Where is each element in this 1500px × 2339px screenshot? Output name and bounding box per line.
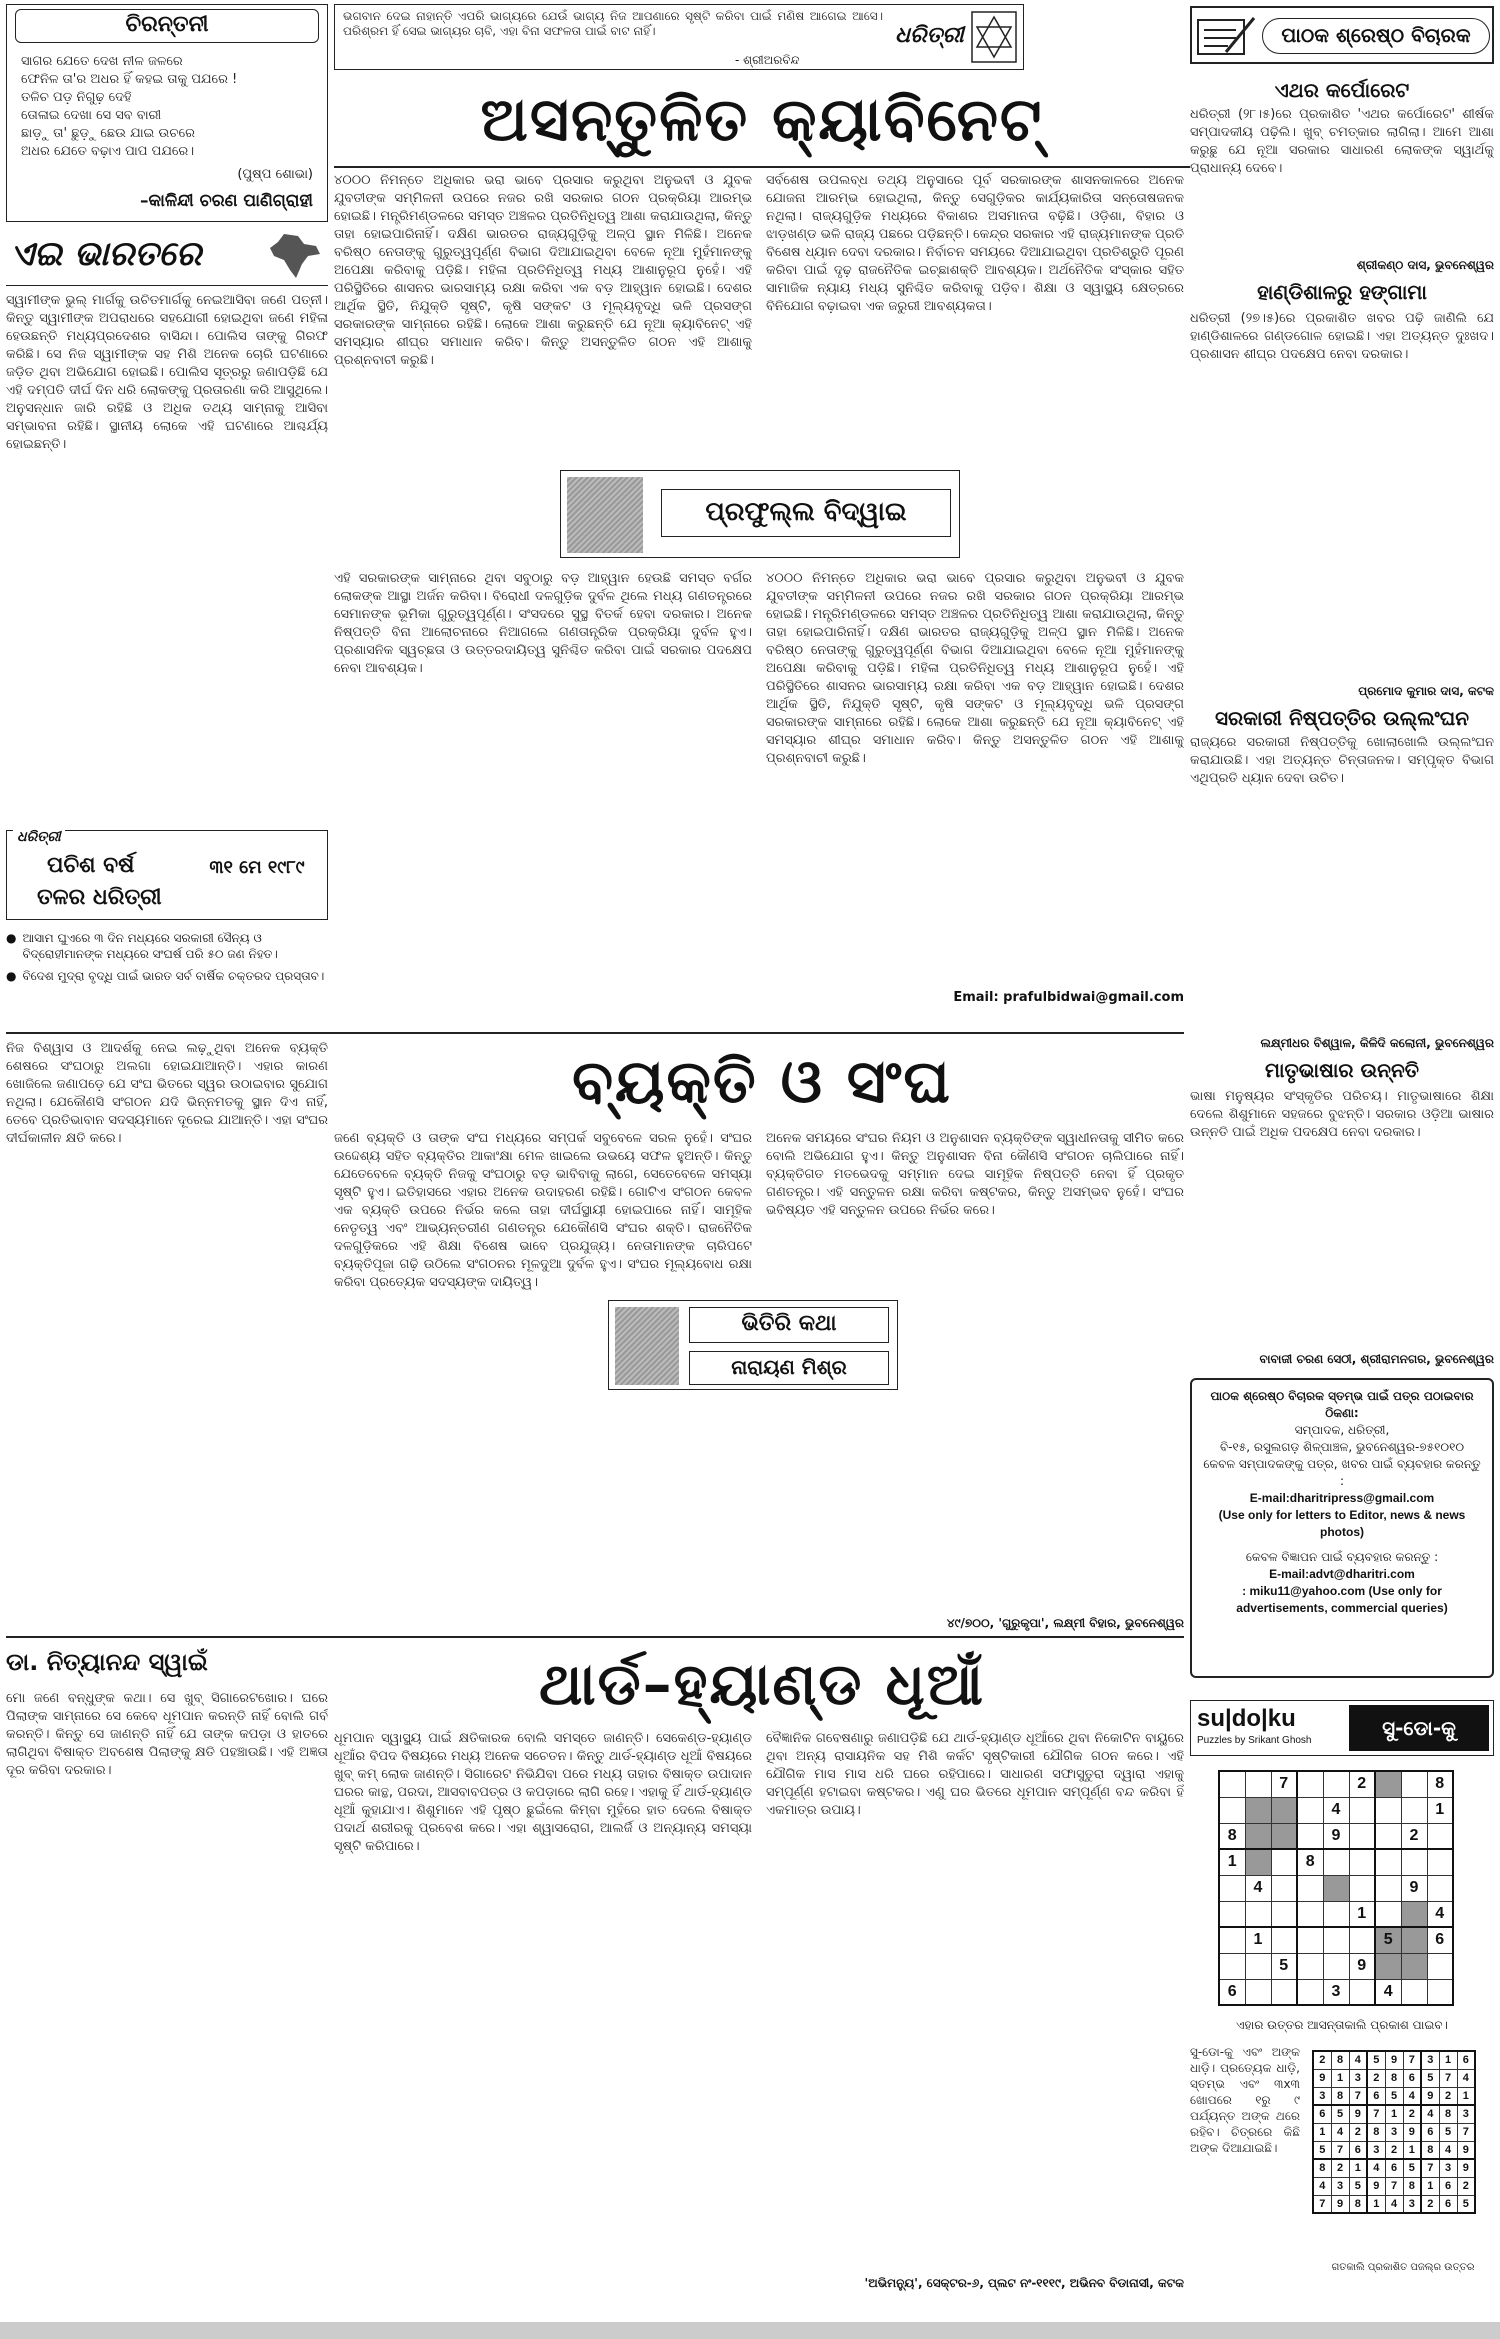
sudoku-cell[interactable]: 4	[1323, 1797, 1349, 1823]
letter-4-text: ଭାଷା ମନୁଷ୍ୟର ସଂସ୍କୃତିର ପରିଚୟ। ମାତୃଭାଷାରେ ଶିକ୍ଷା ଦେଲେ ଶିଶୁମାନେ ସହଜରେ ବୁଝନ୍ତି। ସରକାର ଓଡ଼ିଆ ଭାଷାର ଉନ୍ନତି ପାଇଁ ଅଧିକ ପଦକ୍ଷେପ ନେବା ଦରକାର।	[1190, 1089, 1494, 1140]
sudoku-cell[interactable]: 5	[1375, 1927, 1401, 1953]
sudoku-solution-cell: 6	[1457, 2051, 1475, 2069]
poem-author: –କାଳିନ୍ଦୀ ଚରଣ ପାଣିଗ୍ରାହୀ	[139, 191, 313, 211]
editorial-3-headline: ଥାର୍ଡ–ହ୍ୟାଣ୍ଡ ଧୂଆଁ	[539, 1650, 985, 1718]
sudoku-cell[interactable]	[1375, 1823, 1401, 1849]
editorial-1-col-2b: ୪୦୦୦ ନିମନ୍ତେ ଅଧିକାର ଭରା ଭାବେ ପ୍ରସାର କରୁଥିବା ଅନୁଭବୀ ଓ ଯୁବକ ଯୁବତୀଙ୍କ ସମ୍ମିଳନୀ ଉପରେ ନଜର ରଖି ସରକାର ଗଠନ ପ୍ରକ୍ରିୟା ଆରମ୍ଭ ହୋଇଛି। ମନ୍ତ୍ରିମଣ୍ଡଳରେ ସମସ୍ତ ଅଞ୍ଚଳର ପ୍ରତିନିଧିତ୍ୱ ଆଶା କରାଯାଉଥିଲା, କିନ୍ତୁ ତାହା ହୋଇପାରିନାହିଁ। ଦକ୍ଷିଣ ଭାରତର ରାଜ୍ୟଗୁଡ଼ିକୁ ଅଳ୍ପ ସ୍ଥାନ ମିଳିଛି। ଅନେକ ବରିଷ୍ଠ ନେତାଙ୍କୁ ଗୁରୁତ୍ୱପୂର୍ଣ୍ଣ ବିଭାଗ ଦିଆଯାଇଥିବା ବେଳେ ନୂଆ ମୁହଁମାନଙ୍କୁ ଅପେକ୍ଷା କରିବାକୁ ପଡ଼ିଛି। ମହିଳା ପ୍ରତିନିଧିତ୍ୱ ମଧ୍ୟ ଆଶାନୁରୂପ ନୁହେଁ। ଏହି ପରିସ୍ଥିତିରେ ଶାସନର ଭାରସାମ୍ୟ ରକ୍ଷା କରିବା ଏକ ବଡ଼ ଆହ୍ୱାନ ହୋଇଛି। ଦେଶର ଆର୍ଥିକ ସ୍ଥିତି, ନିଯୁକ୍ତି ସୃଷ୍ଟି, କୃଷି ସଙ୍କଟ ଓ ମୂଲ୍ୟବୃଦ୍ଧି ଭଳି ପ୍ରସଙ୍ଗ ସରକାରଙ୍କ ସାମ୍ନାରେ ରହିଛି। ଲୋକେ ଆଶା କରୁଛନ୍ତି ଯେ ନୂଆ କ୍ୟାବିନେଟ୍ ଏହି ସମସ୍ୟାର ଶୀଘ୍ର ସମାଧାନ କରିବ। କିନ୍ତୁ ଅସନ୍ତୁଳିତ ଗଠନ ଏହି ଆଶାକୁ ପ୍ରଶ୍ନବାଚୀ କରୁଛି।	[766, 571, 1184, 766]
sudoku-cell[interactable]	[1297, 1979, 1323, 2005]
sudoku-cell[interactable]: 9	[1401, 1875, 1427, 1901]
poem-line: ତୋଳାଇ ଦେଖା ସେ ସବ ବାରୀ	[21, 108, 162, 123]
sudoku-solution-cell: 5	[1385, 2087, 1403, 2105]
sudoku-solution-cell: 8	[1349, 2195, 1367, 2213]
letters-address-box	[1190, 1378, 1494, 1678]
sudoku-cell[interactable]	[1375, 1953, 1401, 1979]
sudoku-solution-cell: 8	[1403, 2177, 1421, 2195]
sudoku-solution-wrap	[1312, 2050, 1476, 2214]
sudoku-solution-cell: 3	[1367, 2141, 1385, 2159]
letter-1-text: ଧରିତ୍ରୀ (୨୮।୫)ରେ ପ୍ରକାଶିତ 'ଏଥର କର୍ପୋରେଟ' ଶୀର୍ଷକ ସମ୍ପାଦକୀୟ ପଢ଼ିଲି। ଖୁବ୍ ଚମତ୍କାର ଲାଗିଲା। ଆମେ ଆଶା କରୁଛୁ ଯେ ନୂଆ ସରକାର ସାଧାରଣ ଲୋକଙ୍କ ସ୍ୱାର୍ଥକୁ ପ୍ରାଧାନ୍ୟ ଦେବେ।	[1190, 107, 1494, 176]
sudoku-cell[interactable]	[1245, 1797, 1271, 1823]
editorial-3-col-1: ଧୂମପାନ ସ୍ୱାସ୍ଥ୍ୟ ପାଇଁ କ୍ଷତିକାରକ ବୋଲି ସମସ୍ତେ ଜାଣନ୍ତି। ସେକେଣ୍ଡ-ହ୍ୟାଣ୍ଡ ଧୂଆଁର ବିପଦ ବିଷୟରେ ମଧ୍ୟ ଅନେକ ସଚେତନ। କିନ୍ତୁ ଥାର୍ଡ-ହ୍ୟାଣ୍ଡ ଧୂଆଁ ବିଷୟରେ ଖୁବ୍ କମ୍ ଲୋକ ଜାଣନ୍ତି। ସିଗାରେଟ ନିଭିଯିବା ପରେ ମଧ୍ୟ ତାହାର ବିଷାକ୍ତ ଉପାଦାନ ଘରର କାନ୍ଥ, ପରଦା, ଆସବାବପତ୍ର ଓ କପଡ଼ାରେ ଲାଗି ରହେ। ଏହାକୁ ହିଁ ଥାର୍ଡ-ହ୍ୟାଣ୍ଡ ଧୂଆଁ କୁହାଯାଏ। ଶିଶୁମାନେ ଏହି ପୃଷ୍ଠ ଛୁଇଁଲେ କିମ୍ବା ମୁହଁରେ ହାତ ଦେଲେ ବିଷାକ୍ତ ପଦାର୍ଥ ଶରୀରକୁ ପ୍ରବେଶ କରେ। ଏହା ଶ୍ୱାସରୋଗ, ଆଲର୍ଜି ଓ ଅନ୍ୟାନ୍ୟ ସମସ୍ୟା ସୃଷ୍ଟି କରିପାରେ।	[334, 1731, 752, 1854]
poem-line: ଅଧର ଯେତେ ବଢ଼ାଏ ପାପ ପଯରେ।	[21, 144, 195, 159]
sudoku-cell[interactable]	[1297, 1771, 1323, 1797]
sudoku-solution-cell: 3	[1349, 2069, 1367, 2087]
sudoku-solution-cell: 5	[1421, 2069, 1439, 2087]
editorial-2-headline: ବ୍ୟକ୍ତି ଓ ସଂଘ	[572, 1047, 952, 1117]
sudoku-cell[interactable]: 8	[1427, 1771, 1453, 1797]
sudoku-cell[interactable]	[1401, 1901, 1427, 1927]
india-section-text: ସ୍ୱାମୀଙ୍କ ଭୁଲ୍ ମାର୍ଗକୁ ଉଚିତମାର୍ଗକୁ ନେଇଆସିବା ଜଣେ ପତ୍ନୀ। କିନ୍ତୁ ସ୍ୱାମୀଙ୍କ ଅପରାଧରେ ସହଯୋଗୀ ହୋଇଥିବା ଜଣେ ମହିଳା ହେଉଛନ୍ତି ମଧ୍ୟପ୍ରଦେଶର ବାସିନ୍ଦା। ପୋଲିସ ତାଙ୍କୁ ଗିରଫ କରିଛି। ସେ ନିଜ ସ୍ୱାମୀଙ୍କ ସହ ମିଶି ଅନେକ ଚୋରି ଘଟଣାରେ ଜଡ଼ିତ ଥିବା ଅଭିଯୋଗ ହୋଇଛି। ପୋଲିସ ସୂତ୍ରରୁ ଜଣାପଡ଼ିଛି ଯେ ଏହି ଦମ୍ପତି ଦୀର୍ଘ ଦିନ ଧରି ଲୋକଙ୍କୁ ପ୍ରତାରଣା କରି ଆସୁଥିଲେ। ଅନୁସନ୍ଧାନ ଜାରି ରହିଛି ଓ ଅଧିକ ତଥ୍ୟ ସାମ୍ନାକୁ ଆସିବା ସମ୍ଭାବନା ରହିଛି। ସ୍ଥାନୀୟ ଲୋକେ ଏହି ଘଟଣାରେ ଆଶ୍ଚର୍ଯ୍ୟ ହୋଇଛନ୍ତି।	[6, 293, 328, 452]
quote-box	[334, 4, 1024, 70]
sudoku-solution-cell: 4	[1385, 2195, 1403, 2213]
sudoku-solution-cell: 2	[1385, 2141, 1403, 2159]
sudoku-solution-cell: 7	[1385, 2177, 1403, 2195]
sudoku-solution-cell: 7	[1457, 2123, 1475, 2141]
sudoku-cell[interactable]	[1271, 1979, 1297, 2005]
sudoku-cell[interactable]	[1323, 1771, 1349, 1797]
sudoku-solution-cell: 6	[1439, 2177, 1457, 2195]
letter-1-author: ଶ୍ରୀକଣ୍ଠ ଦାସ, ଭୁବନେଶ୍ୱର	[1356, 258, 1494, 272]
sudoku-cell[interactable]	[1375, 1849, 1401, 1875]
poem-line: ଫେନିଳ ତା'ର ଅଧର ହିଁ କହଇ ତାକୁ ପଯରେ !	[21, 72, 238, 87]
author-photo	[615, 1307, 679, 1385]
sudoku-cell[interactable]	[1219, 1797, 1245, 1823]
poem-lines	[21, 53, 321, 161]
sudoku-cell[interactable]	[1245, 1901, 1271, 1927]
sudoku-solution-cell: 9	[1349, 2105, 1367, 2123]
sudoku-cell[interactable]	[1349, 1875, 1375, 1901]
address-line: ବି-୧୫, ରସୁଲଗଡ଼ ଶିଳ୍ପାଞ୍ଚଳ, ଭୁବନେଶ୍ୱର-୭୫୧୦୧୦	[1219, 1440, 1465, 1454]
sudoku-solution-cell: 5	[1349, 2177, 1367, 2195]
sudoku-solution-cell: 6	[1439, 2195, 1457, 2213]
editorial-2-left-text: ନିଜ ବିଶ୍ୱାସ ଓ ଆଦର୍ଶକୁ ନେଇ ଲଢ଼ୁଥିବା ଅନେକ ବ୍ୟକ୍ତି ଶେଷରେ ସଂଘଠାରୁ ଅଲଗା ହୋଇଯାଆନ୍ତି। ଏହାର କାରଣ ଖୋଜିଲେ ଜଣାପଡ଼େ ଯେ ସଂଘ ଭିତରେ ସ୍ୱର ଉଠାଇବାର ସୁଯୋଗ ନଥିଲା। ଯେକୌଣସି ସଂଗଠନ ଯଦି ଭିନ୍ନମତକୁ ସ୍ଥାନ ଦିଏ ନାହିଁ, ତେବେ ପ୍ରତିଭାବାନ ସଦସ୍ୟମାନେ ଦୂରେଇ ଯାଆନ୍ତି। ଏହା ସଂଘର ଦୀର୍ଘକାଳୀନ କ୍ଷତି କରେ।	[6, 1041, 328, 1146]
sudoku-grid[interactable]	[1218, 1770, 1454, 2006]
sudoku-solution-cell: 6	[1403, 2069, 1421, 2087]
letters-banner	[1190, 6, 1494, 64]
sudoku-solution-cell: 7	[1403, 2051, 1421, 2069]
editorial-2-signoff: ୪୯/୭୦୦, 'ଗୁରୁକୃପା', ଲକ୍ଷ୍ମୀ ବିହାର, ଭୁବନେଶ୍ୱର	[946, 1616, 1184, 1630]
sudoku-cell[interactable]	[1427, 1979, 1453, 2005]
sudoku-cell[interactable]	[1297, 1927, 1323, 1953]
poem-line: ତଳିଚ ପଡ଼ ନିଗୁଢ଼ ଦେହି	[21, 90, 132, 105]
sudoku-brand: su|do|ku	[1197, 1705, 1296, 1732]
poem-source: (ପୁଷ୍ପ ଶୋଭା)	[237, 167, 313, 182]
sudoku-solution-cell: 4	[1331, 2123, 1349, 2141]
editor-email-note: (Use only for letters to Editor, news & news photos)	[1218, 1508, 1466, 1539]
sudoku-cell[interactable]: 4	[1375, 1979, 1401, 2005]
sudoku-solution-cell: 4	[1349, 2051, 1367, 2069]
ads-label: କେବଳ ବିଜ୍ଞାପନ ପାଇଁ ବ୍ୟବହାର କରନ୍ତୁ :	[1245, 1550, 1439, 1564]
sudoku-solution-cell: 2	[1439, 2087, 1457, 2105]
editorial-1-col-1: ୪୦୦୦ ନିମନ୍ତେ ଅଧିକାର ଭରା ଭାବେ ପ୍ରସାର କରୁଥିବା ଅନୁଭବୀ ଓ ଯୁବକ ଯୁବତୀଙ୍କ ସମ୍ମିଳନୀ ଉପରେ ନଜର ରଖି ସରକାର ଗଠନ ପ୍ରକ୍ରିୟା ଆରମ୍ଭ ହୋଇଛି। ମନ୍ତ୍ରିମଣ୍ଡଳରେ ସମସ୍ତ ଅଞ୍ଚଳର ପ୍ରତିନିଧିତ୍ୱ ଆଶା କରାଯାଉଥିଲା, କିନ୍ତୁ ତାହା ହୋଇପାରିନାହିଁ। ଦକ୍ଷିଣ ଭାରତର ରାଜ୍ୟଗୁଡ଼ିକୁ ଅଳ୍ପ ସ୍ଥାନ ମିଳିଛି। ଅନେକ ବରିଷ୍ଠ ନେତାଙ୍କୁ ଗୁରୁତ୍ୱପୂର୍ଣ୍ଣ ବିଭାଗ ଦିଆଯାଇଥିବା ବେଳେ ନୂଆ ମୁହଁମାନଙ୍କୁ ଅପେକ୍ଷା କରିବାକୁ ପଡ଼ିଛି। ମହିଳା ପ୍ରତିନିଧିତ୍ୱ ମଧ୍ୟ ଆଶାନୁରୂପ ନୁହେଁ। ଏହି ପରିସ୍ଥିତିରେ ଶାସନର ଭାରସାମ୍ୟ ରକ୍ଷା କରିବା ଏକ ବଡ଼ ଆହ୍ୱାନ ହୋଇଛି। ଦେଶର ଆର୍ଥିକ ସ୍ଥିତି, ନିଯୁକ୍ତି ସୃଷ୍ଟି, କୃଷି ସଙ୍କଟ ଓ ମୂଲ୍ୟବୃଦ୍ଧି ଭଳି ପ୍ରସଙ୍ଗ ସରକାରଙ୍କ ସାମ୍ନାରେ ରହିଛି। ଲୋକେ ଆଶା କରୁଛନ୍ତି ଯେ ନୂଆ କ୍ୟାବିନେଟ୍ ଏହି ସମସ୍ୟାର ଶୀଘ୍ର ସମାଧାନ କରିବ। କିନ୍ତୁ ଅସନ୍ତୁଳିତ ଗଠନ ଏହି ଆଶାକୁ ପ୍ରଶ୍ନବାଚୀ କରୁଛି।	[334, 173, 752, 368]
address-title: ପାଠକ ଶ୍ରେଷ୍ଠ ବିଚାରକ ସ୍ତମ୍ଭ ପାଇଁ ପତ୍ର ପଠାଇବାର ଠିକଣା:	[1210, 1389, 1474, 1420]
sudoku-solution-cell: 4	[1367, 2159, 1385, 2177]
sudoku-cell[interactable]	[1297, 1901, 1323, 1927]
sudoku-cell[interactable]: 8	[1297, 1849, 1323, 1875]
sudoku-solution-cell: 7	[1367, 2105, 1385, 2123]
pen-paper-icon	[1196, 14, 1258, 58]
letter-2-text: ଧରିତ୍ରୀ (୨୭।୫)ରେ ପ୍ରକାଶିତ ଖବର ପଢ଼ି ଜାଣିଲି ଯେ ହାଣ୍ଡିଶାଳରେ ଗଣ୍ଡଗୋଳ ହୋଇଛି। ଏହା ଅତ୍ୟନ୍ତ ଦୁଃଖଦ। ପ୍ରଶାସନ ଶୀଘ୍ର ପଦକ୍ଷେପ ନେବା ଦରକାର।	[1190, 311, 1494, 362]
letter-3-text: ରାଜ୍ୟରେ ସରକାରୀ ନିଷ୍ପତ୍ତିକୁ ଖୋଲାଖୋଲି ଉଲ୍ଲଂଘନ କରାଯାଉଛି। ଏହା ଅତ୍ୟନ୍ତ ଚିନ୍ତାଜନକ। ସମ୍ପୃକ୍ତ ବିଭାଗ ଏଥିପ୍ରତି ଧ୍ୟାନ ଦେବା ଉଚିତ।	[1190, 735, 1494, 786]
editorial-1-author-box	[560, 470, 960, 558]
sudoku-solution-cell: 1	[1349, 2159, 1367, 2177]
editorial-2-author: ନାରାୟଣ ମିଶ୍ର	[689, 1351, 889, 1385]
sudoku-cell[interactable]	[1297, 1823, 1323, 1849]
newspaper-logo: ଧରିତ୍ରୀ	[895, 23, 964, 48]
sudoku-solution-cell: 5	[1457, 2195, 1475, 2213]
archive-date: ୩୧ ମେ ୧୯୮୯	[209, 857, 305, 878]
sudoku-solution-cell: 8	[1439, 2105, 1457, 2123]
sudoku-solution-cell: 9	[1385, 2051, 1403, 2069]
archive-caption: ତଳର ଧରିତ୍ରୀ	[37, 885, 162, 910]
sudoku-cell[interactable]	[1219, 1927, 1245, 1953]
sudoku-cell[interactable]: 3	[1323, 1979, 1349, 2005]
sudoku-cell[interactable]	[1401, 1927, 1427, 1953]
archive-years: ପଚିଶ ବର୍ଷ	[47, 853, 135, 878]
editorial-2-box-title: ଭିତିରି କଥା	[689, 1307, 889, 1343]
sudoku-cell[interactable]	[1375, 1901, 1401, 1927]
sudoku-cell[interactable]	[1349, 1849, 1375, 1875]
sudoku-solution-cell: 7	[1421, 2159, 1439, 2177]
sudoku-cell[interactable]	[1427, 1849, 1453, 1875]
sudoku-cell[interactable]	[1427, 1823, 1453, 1849]
sudoku-cell[interactable]	[1401, 1953, 1427, 1979]
sudoku-cell[interactable]	[1219, 1771, 1245, 1797]
sudoku-cell[interactable]	[1349, 1797, 1375, 1823]
archive-bullet: ● ବିଦେଶ ମୁଦ୍ରା ବୃଦ୍ଧି ପାଇଁ ଭାରତ ସର୍ବ ବାର୍ଷିକ ଚକ୍ତରଦ ପ୍ରସ୍ତାବ।	[6, 969, 325, 983]
editorial-1-col-1b: ଏହି ସରକାରଙ୍କ ସାମ୍ନାରେ ଥିବା ସବୁଠାରୁ ବଡ଼ ଆହ୍ୱାନ ହେଉଛି ସମସ୍ତ ବର୍ଗର ଲୋକଙ୍କ ଆସ୍ଥା ଅର୍ଜନ କରିବା। ବିରୋଧୀ ଦଳଗୁଡ଼ିକ ଦୁର୍ବଳ ଥିଲେ ମଧ୍ୟ ଗଣତନ୍ତ୍ରରେ ସେମାନଙ୍କ ଭୂମିକା ଗୁରୁତ୍ୱପୂର୍ଣ୍ଣ। ସଂସଦରେ ସୁସ୍ଥ ବିତର୍କ ହେବା ଦରକାର। ଅନେକ ନିଷ୍ପତ୍ତି ବିନା ଆଲୋଚନାରେ ନିଆଗଲେ ଗଣତାନ୍ତ୍ରିକ ପ୍ରକ୍ରିୟା ଦୁର୍ବଳ ହୁଏ। ପ୍ରଶାସନିକ ସ୍ୱଚ୍ଛତା ଓ ଉତ୍ତରଦାୟିତ୍ୱ ସୁନିଶ୍ଚିତ କରିବା ପାଇଁ ସରକାର ପଦକ୍ଷେପ ନେବା ଆବଶ୍ୟକ।	[334, 571, 752, 676]
sudoku-solution-cell: 2	[1349, 2123, 1367, 2141]
sudoku-solution-cell: 4	[1439, 2141, 1457, 2159]
sudoku-solution-cell: 9	[1331, 2195, 1349, 2213]
editorial-2-col-1: ଜଣେ ବ୍ୟକ୍ତି ଓ ତାଙ୍କ ସଂଘ ମଧ୍ୟରେ ସମ୍ପର୍କ ସବୁବେଳେ ସରଳ ନୁହେଁ। ସଂଘର ଉଦ୍ଦେଶ୍ୟ ସହିତ ବ୍ୟକ୍ତିର ଆକାଂକ୍ଷା ମେଳ ଖାଇଲେ ଉଭୟେ ସଫଳ ହୁଅନ୍ତି। କିନ୍ତୁ ଯେତେବେଳେ ବ୍ୟକ୍ତି ନିଜକୁ ସଂଘଠାରୁ ବଡ଼ ଭାବିବାକୁ ଲାଗେ, ସେତେବେଳେ ସମସ୍ୟା ସୃଷ୍ଟି ହୁଏ। ଇତିହାସରେ ଏହାର ଅନେକ ଉଦାହରଣ ରହିଛି। ଗୋଟିଏ ସଂଗଠନ କେବଳ ଏକ ବ୍ୟକ୍ତି ଉପରେ ନିର୍ଭର କଲେ ତାହା ଦୀର୍ଘସ୍ଥାୟୀ ହୋଇପାରେ ନାହିଁ। ସାମୂହିକ ନେତୃତ୍ୱ ଏବଂ ଆଭ୍ୟନ୍ତରୀଣ ଗଣତନ୍ତ୍ର ଯେକୌଣସି ସଂଘର ଶକ୍ତି। ରାଜନୈତିକ ଦଳଗୁଡ଼ିକରେ ଏହି ଶିକ୍ଷା ବିଶେଷ ଭାବେ ପ୍ରଯୁଜ୍ୟ। ନେତାମାନଙ୍କ ଚାରିପଟେ ବ୍ୟକ୍ତିପୂଜା ଗଢ଼ି ଉଠିଲେ ସଂଗଠନର ମୂଳଦୁଆ ଦୁର୍ବଳ ହୁଏ। ସଂଘର ମୂଲ୍ୟବୋଧ ରକ୍ଷା କରିବା ପ୍ରତ୍ୟେକ ସଦସ୍ୟଙ୍କ ଦାୟିତ୍ୱ।	[334, 1131, 752, 1290]
sudoku-solution-cell: 4	[1457, 2069, 1475, 2087]
sudoku-solution-cell: 8	[1331, 2087, 1349, 2105]
address-line: ସମ୍ପାଦକ, ଧରିତ୍ରୀ,	[1294, 1423, 1390, 1437]
sudoku-cell[interactable]: 1	[1349, 1901, 1375, 1927]
letter-1-title: ଏଥର କର୍ପୋରେଟ	[1274, 78, 1410, 102]
sudoku-solution-cell: 3	[1313, 2087, 1331, 2105]
editorial-3-left-title: ଡା. ନିତ୍ୟାନନ୍ଦ ସ୍ୱାଇଁ	[6, 1648, 208, 1676]
sudoku-cell[interactable]: 1	[1245, 1927, 1271, 1953]
sudoku-cell[interactable]	[1271, 1849, 1297, 1875]
sudoku-solution-cell: 1	[1331, 2069, 1349, 2087]
sudoku-solution-cell: 3	[1385, 2123, 1403, 2141]
archive-bullet: ● ଆସାମ ଘୁଏରେ ୩ ଦିନ ମଧ୍ୟରେ ସରକାରୀ ସୈନ୍ୟ ଓ ବିଦ୍ରୋହୀମାନଙ୍କ ମଧ୍ୟରେ ସଂଘର୍ଷ ପରି ୫୦ ଜଣ ନିହତ।	[6, 931, 278, 961]
sudoku-solution-cell: 1	[1421, 2177, 1439, 2195]
india-map-icon	[264, 232, 322, 282]
sudoku-cell[interactable]	[1245, 1849, 1271, 1875]
sudoku-cell[interactable]: 4	[1427, 1901, 1453, 1927]
sudoku-solution-cell: 1	[1403, 2141, 1421, 2159]
editorial-3-signoff: 'ଅଭିମନ୍ୟୁ', ସେକ୍ଟର-୬, ପ୍ଲଟ ନଂ-୧୧୧୯, ଅଭିନବ ବିଡାନାସୀ, କଟକ	[864, 2276, 1184, 2290]
sudoku-cell[interactable]	[1271, 1875, 1297, 1901]
poem-line: ସାଗର ଯେତେ ଦେଖ ନୀଳ ଜଳରେ	[21, 54, 183, 69]
sudoku-solution-cell: 6	[1313, 2105, 1331, 2123]
sudoku-cell[interactable]	[1427, 1953, 1453, 1979]
editorial-1-headline: ଅସନ୍ତୁଳିତ କ୍ୟାବିନେଟ୍	[480, 85, 1044, 155]
sudoku-cell[interactable]: 4	[1245, 1875, 1271, 1901]
sudoku-cell[interactable]: 6	[1427, 1927, 1453, 1953]
sudoku-solution-cell: 2	[1457, 2177, 1475, 2195]
sudoku-cell[interactable]: 1	[1219, 1849, 1245, 1875]
archive-box	[6, 830, 328, 920]
sudoku-solution-cell: 8	[1331, 2051, 1349, 2069]
sudoku-solution-cell: 8	[1313, 2159, 1331, 2177]
daily-quote-author: - ଶ୍ରୀଅରବିନ୍ଦ	[735, 53, 800, 67]
editorial-3-col-2: ବୈଜ୍ଞାନିକ ଗବେଷଣାରୁ ଜଣାପଡ଼ିଛି ଯେ ଥାର୍ଡ-ହ୍ୟାଣ୍ଡ ଧୂଆଁରେ ଥିବା ନିକୋଟିନ ବାୟୁରେ ଥିବା ଅନ୍ୟ ରାସାୟନିକ ସହ ମିଶି କର୍କଟ ସୃଷ୍ଟିକାରୀ ଯୌଗିକ ଗଠନ କରେ। ଏହି ଯୌଗିକ ମାସ ମାସ ଧରି ଘରେ ରହିପାରେ। ସାଧାରଣ ସଫାସୁତୁରା ଦ୍ୱାରା ଏହାକୁ ସମ୍ପୂର୍ଣ୍ଣ ହଟାଇବା କଷ୍ଟକର। ଏଣୁ ଘର ଭିତରେ ଧୂମପାନ ସମ୍ପୂର୍ଣ୍ଣ ବନ୍ଦ କରିବା ହିଁ ଏକମାତ୍ର ଉପାୟ।	[766, 1731, 1184, 1818]
sudoku-solution-cell: 6	[1421, 2123, 1439, 2141]
footer-bar	[0, 2322, 1500, 2339]
sudoku-cell[interactable]	[1245, 1979, 1271, 2005]
sudoku-solution-cell: 7	[1313, 2195, 1331, 2213]
sudoku-cell[interactable]: 5	[1271, 1953, 1297, 1979]
sudoku-solution-cell: 7	[1439, 2069, 1457, 2087]
sudoku-cell[interactable]	[1375, 1797, 1401, 1823]
letter-3-author: ଲକ୍ଷ୍ମୀଧର ବିଶ୍ୱାଳ, କିଳିଦି କଲୋନୀ, ଭୁବନେଶ୍ୱର	[1260, 1036, 1494, 1050]
sudoku-solution-cell: 4	[1313, 2177, 1331, 2195]
letter-4-author: ବାବାଜୀ ଚରଣ ସେଠୀ, ଶ୍ରୀରାମନଗର, ଭୁବନେଶ୍ୱର	[1259, 1352, 1494, 1366]
letter-2-title: ହାଣ୍ଡିଶାଳରୁ ହଙ୍ଗାମା	[1257, 280, 1427, 304]
sudoku-solution-cell: 1	[1313, 2123, 1331, 2141]
sudoku-cell[interactable]	[1349, 1927, 1375, 1953]
sudoku-cell[interactable]	[1271, 1901, 1297, 1927]
letter-3-title: ସରକାରୀ ନିଷ୍ପତ୍ତିର ଉଲ୍ଲଂଘନ	[1214, 706, 1470, 730]
sudoku-cell[interactable]	[1271, 1823, 1297, 1849]
sudoku-cell[interactable]: 9	[1349, 1953, 1375, 1979]
sudoku-solution-cell: 2	[1331, 2159, 1349, 2177]
letter-4-title: ମାତୃଭାଷାର ଉନ୍ନତି	[1264, 1058, 1419, 1082]
sudoku-cell[interactable]	[1323, 1849, 1349, 1875]
sudoku-header	[1190, 1700, 1494, 1756]
star-emblem-icon	[971, 11, 1017, 63]
sudoku-cell[interactable]	[1297, 1797, 1323, 1823]
sudoku-solution-grid	[1312, 2050, 1476, 2214]
daily-quote: ଭଗବାନ ଦେଇ ନାହାନ୍ତି ଏପରି ଭାଗ୍ୟରେ ଯେଉଁ ଭାଗ୍ୟ ନିଜ ଆପଣାରେ ସୃଷ୍ଟି କରିବା ପାଇଁ ମଣିଷ ଆଗେଇ ଆସେ। ପରିଶ୍ରମ ହିଁ ସେଇ ଭାଗ୍ୟର ଚାବି, ଏହା ବିନା ସଫଳତା ପାଇଁ ବାଟ ନାହିଁ।	[343, 9, 883, 38]
sudoku-cell[interactable]	[1219, 1953, 1245, 1979]
editorial-2-author-box	[608, 1300, 898, 1390]
sudoku-solution-cell: 8	[1385, 2069, 1403, 2087]
sudoku-caption: ଏହାର ଉତ୍ତର ଆସନ୍ତାକାଲି ପ୍ରକାଶ ପାଇବ।	[1236, 2018, 1448, 2032]
editorial-1-col-2: ସର୍ବଶେଷ ଉପଲବ୍ଧ ତଥ୍ୟ ଅନୁସାରେ ପୂର୍ବ ସରକାରଙ୍କ ଶାସନକାଳରେ ଅନେକ ଯୋଜନା ଆରମ୍ଭ ହୋଇଥିଲା, କିନ୍ତୁ ସେଗୁଡ଼ିକର କାର୍ଯ୍ୟକାରିତା ସନ୍ତୋଷଜନକ ନଥିଲା। ରାଜ୍ୟଗୁଡ଼ିକ ମଧ୍ୟରେ ବିକାଶର ଅସମାନତା ବଢ଼ିଛି। ଓଡ଼ିଶା, ବିହାର ଓ ଝାଡ଼ଖଣ୍ଡ ଭଳି ରାଜ୍ୟ ପଛରେ ପଡ଼ିଛନ୍ତି। କେନ୍ଦ୍ର ସରକାର ଏହି ରାଜ୍ୟମାନଙ୍କ ପ୍ରତି ବିଶେଷ ଧ୍ୟାନ ଦେବା ଦରକାର। ନିର୍ବାଚନ ସମୟରେ ଦିଆଯାଇଥିବା ପ୍ରତିଶ୍ରୁତି ପୂରଣ କରିବା ପାଇଁ ଦୃଢ଼ ରାଜନୈତିକ ଇଚ୍ଛାଶକ୍ତି ଆବଶ୍ୟକ। ଅର୍ଥନୈତିକ ସଂସ୍କାର ସହିତ ସାମାଜିକ ନ୍ୟାୟ ମଧ୍ୟ ସୁନିଶ୍ଚିତ କରିବାକୁ ପଡ଼ିବ। ଶିକ୍ଷା ଓ ସ୍ୱାସ୍ଥ୍ୟ କ୍ଷେତ୍ରରେ ବିନିଯୋଗ ବଢ଼ାଇବା ଏକ ଜରୁରୀ ଆବଶ୍ୟକତା।	[766, 173, 1184, 314]
sudoku-cell[interactable]	[1375, 1771, 1401, 1797]
sudoku-solution-cell: 9	[1421, 2087, 1439, 2105]
sudoku-solution-cell: 9	[1457, 2159, 1475, 2177]
sudoku-cell[interactable]	[1245, 1953, 1271, 1979]
sudoku-solution-cell: 2	[1367, 2069, 1385, 2087]
poem-column-title: ଚିରନ୍ତନୀ	[15, 9, 319, 43]
sudoku-cell[interactable]	[1401, 1849, 1427, 1875]
sudoku-cell[interactable]	[1323, 1875, 1349, 1901]
sudoku-solution-cell: 5	[1439, 2123, 1457, 2141]
sudoku-cell[interactable]: 9	[1323, 1823, 1349, 1849]
sudoku-cell[interactable]	[1219, 1875, 1245, 1901]
sudoku-solution-cell: 3	[1331, 2177, 1349, 2195]
letters-banner-title: ପାଠକ ଶ୍ରେଷ୍ଠ ବିଚାରକ	[1262, 18, 1490, 54]
sudoku-cell[interactable]: 7	[1271, 1771, 1297, 1797]
sudoku-solution-cell: 3	[1439, 2159, 1457, 2177]
india-section-title: ଏଇ ଭାରତରେ	[10, 234, 202, 274]
ads-email-2[interactable]: : miku11@yahoo.com (Use only for advertisements, commercial queries)	[1236, 1584, 1448, 1615]
sudoku-byline: Puzzles by Srikant Ghosh	[1197, 1735, 1312, 1746]
sudoku-solution-cell: 3	[1403, 2195, 1421, 2213]
address-line: କେବଳ ସମ୍ପାଦକଙ୍କୁ ପତ୍ର, ଖବର ପାଇଁ ବ୍ୟବହାର କରନ୍ତୁ :	[1203, 1457, 1481, 1488]
letter-2-author: ପ୍ରମୋଦ କୁମାର ଦାସ, କଟକ	[1358, 684, 1494, 698]
sudoku-cell[interactable]	[1401, 1797, 1427, 1823]
sudoku-cell[interactable]: 6	[1219, 1979, 1245, 2005]
editorial-1-author: ପ୍ରଫୁଲ୍ଲ ବିଦ୍ୱାଇ	[661, 489, 951, 537]
sudoku-cell[interactable]	[1401, 1979, 1427, 2005]
sudoku-solution-cell: 9	[1403, 2123, 1421, 2141]
sudoku-solution-cell: 9	[1313, 2069, 1331, 2087]
sudoku-cell[interactable]	[1401, 1771, 1427, 1797]
sudoku-solution-cell: 3	[1421, 2051, 1439, 2069]
sudoku-solution-cell: 4	[1403, 2087, 1421, 2105]
editorial-1-email: Email: prafulbidwai@gmail.com	[953, 990, 1184, 1005]
sudoku-cell[interactable]: 8	[1219, 1823, 1245, 1849]
sudoku-solution-cell: 2	[1403, 2105, 1421, 2123]
sudoku-cell[interactable]	[1271, 1797, 1297, 1823]
sudoku-solution-cell: 6	[1385, 2159, 1403, 2177]
sudoku-solution-cell: 9	[1457, 2141, 1475, 2159]
sudoku-cell[interactable]	[1297, 1875, 1323, 1901]
editorial-2-col-2: ଅନେକ ସମୟରେ ସଂଘର ନିୟମ ଓ ଅନୁଶାସନ ବ୍ୟକ୍ତିଙ୍କ ସ୍ୱାଧୀନତାକୁ ସୀମିତ କରେ ବୋଲି ଅଭିଯୋଗ ହୁଏ। କିନ୍ତୁ ଅନୁଶାସନ ବିନା କୌଣସି ସଂଗଠନ ଚାଲିପାରେ ନାହିଁ। ବ୍ୟକ୍ତିଗତ ମତଭେଦକୁ ସମ୍ମାନ ଦେଇ ସାମୂହିକ ନିଷ୍ପତ୍ତି ନେବା ହିଁ ପ୍ରକୃତ ଗଣତନ୍ତ୍ର। ଏହି ସନ୍ତୁଳନ ରକ୍ଷା କରିବା କଷ୍ଟକର, କିନ୍ତୁ ଅସମ୍ଭବ ନୁହେଁ। ସଂଘର ଭବିଷ୍ୟତ ଏହି ସନ୍ତୁଳନ ଉପରେ ନିର୍ଭର କରେ।	[766, 1131, 1184, 1218]
sudoku-rules: ସୁ-ଡୋ-କୁ ଏବଂ ଅଙ୍କ ଧାଡ଼ି। ପ୍ରତ୍ୟେକ ଧାଡ଼ି, ସ୍ତମ୍ଭ ଏବଂ ୩x୩ ଖୋପରେ ୧ରୁ ୯ ପର୍ଯ୍ୟନ୍ତ ଅଙ୍କ ଥରେ ରହିବ। ଚିତ୍ରରେ କିଛି ଅଙ୍କ ଦିଆଯାଇଛି।	[1190, 2045, 1300, 2155]
sudoku-solution-cell: 7	[1331, 2141, 1349, 2159]
archive-box-title: ଧରିତ୍ରୀ	[13, 829, 65, 845]
ads-email-1[interactable]: E-mail:advt@dharitri.com	[1269, 1567, 1415, 1581]
poem-line: ଛାଡ଼ୁ ତା' ଛୁଡ଼ୁ ଛେଉ ଯାଇ ଉଚରେ	[21, 126, 195, 141]
sudoku-cell[interactable]	[1375, 1875, 1401, 1901]
sudoku-cell[interactable]	[1323, 1927, 1349, 1953]
sudoku-solution-cell: 2	[1313, 2051, 1331, 2069]
sudoku-solution-caption: ଗତକାଲି ପ୍ରକାଶିତ ପଜଲ୍‌ର ଉତ୍ତର	[1331, 2262, 1475, 2273]
sudoku-solution-cell: 5	[1331, 2105, 1349, 2123]
sudoku-title-od: ସୁ-ଡୋ-କୁ	[1349, 1705, 1489, 1751]
poem-box	[6, 4, 328, 222]
sudoku-solution-cell: 1	[1439, 2051, 1457, 2069]
sudoku-cell[interactable]	[1349, 1823, 1375, 1849]
sudoku-cell[interactable]	[1245, 1771, 1271, 1797]
sudoku-solution-cell: 1	[1457, 2087, 1475, 2105]
sudoku-solution-cell: 5	[1367, 2051, 1385, 2069]
sudoku-solution-cell: 3	[1457, 2105, 1475, 2123]
sudoku-solution-cell: 4	[1421, 2105, 1439, 2123]
sudoku-solution-cell: 1	[1367, 2195, 1385, 2213]
sudoku-solution-cell: 1	[1385, 2105, 1403, 2123]
sudoku-cell[interactable]	[1427, 1875, 1453, 1901]
sudoku-cell[interactable]: 1	[1427, 1797, 1453, 1823]
author-photo	[567, 477, 643, 553]
editorial-3-left-text: ମୋ ଜଣେ ବନ୍ଧୁଙ୍କ କଥା। ସେ ଖୁବ୍ ସିଗାରେଟଖୋର। ଘରେ ପିଲାଙ୍କ ସାମ୍ନାରେ ସେ କେବେ ଧୂମପାନ କରନ୍ତି ନାହିଁ ବୋଲି ଗର୍ବ କରନ୍ତି। କିନ୍ତୁ ସେ ଜାଣନ୍ତି ନାହିଁ ଯେ ତାଙ୍କ କପଡ଼ା ଓ ହାତରେ ଲାଗିଥିବା ବିଷାକ୍ତ ଅବଶେଷ ପିଲାଙ୍କୁ କ୍ଷତି ପହଞ୍ଚାଉଛି। ଏହି ଅଜ୍ଞତା ଦୂର କରିବା ଦରକାର।	[6, 1691, 328, 1778]
sudoku-cell[interactable]	[1219, 1901, 1245, 1927]
sudoku-solution-cell: 6	[1349, 2141, 1367, 2159]
sudoku-solution-cell: 8	[1421, 2141, 1439, 2159]
sudoku-cell[interactable]	[1297, 1953, 1323, 1979]
sudoku-solution-cell: 7	[1349, 2087, 1367, 2105]
sudoku-solution-cell: 5	[1403, 2159, 1421, 2177]
sudoku-cell[interactable]: 2	[1349, 1771, 1375, 1797]
sudoku-solution-cell: 5	[1313, 2141, 1331, 2159]
sudoku-solution-cell: 9	[1367, 2177, 1385, 2195]
sudoku-cell[interactable]	[1323, 1953, 1349, 1979]
editor-email[interactable]: E-mail:dharitripress@gmail.com	[1249, 1491, 1435, 1505]
sudoku-cell[interactable]: 2	[1401, 1823, 1427, 1849]
sudoku-solution-cell: 8	[1367, 2123, 1385, 2141]
india-section-header	[6, 230, 328, 286]
archive-bullets	[6, 930, 328, 984]
sudoku-cell[interactable]	[1323, 1901, 1349, 1927]
sudoku-cell[interactable]	[1271, 1927, 1297, 1953]
sudoku-cell[interactable]	[1349, 1979, 1375, 2005]
sudoku-grid-wrap	[1218, 1770, 1454, 2006]
sudoku-cell[interactable]	[1245, 1823, 1271, 1849]
sudoku-solution-cell: 2	[1421, 2195, 1439, 2213]
sudoku-solution-cell: 6	[1367, 2087, 1385, 2105]
